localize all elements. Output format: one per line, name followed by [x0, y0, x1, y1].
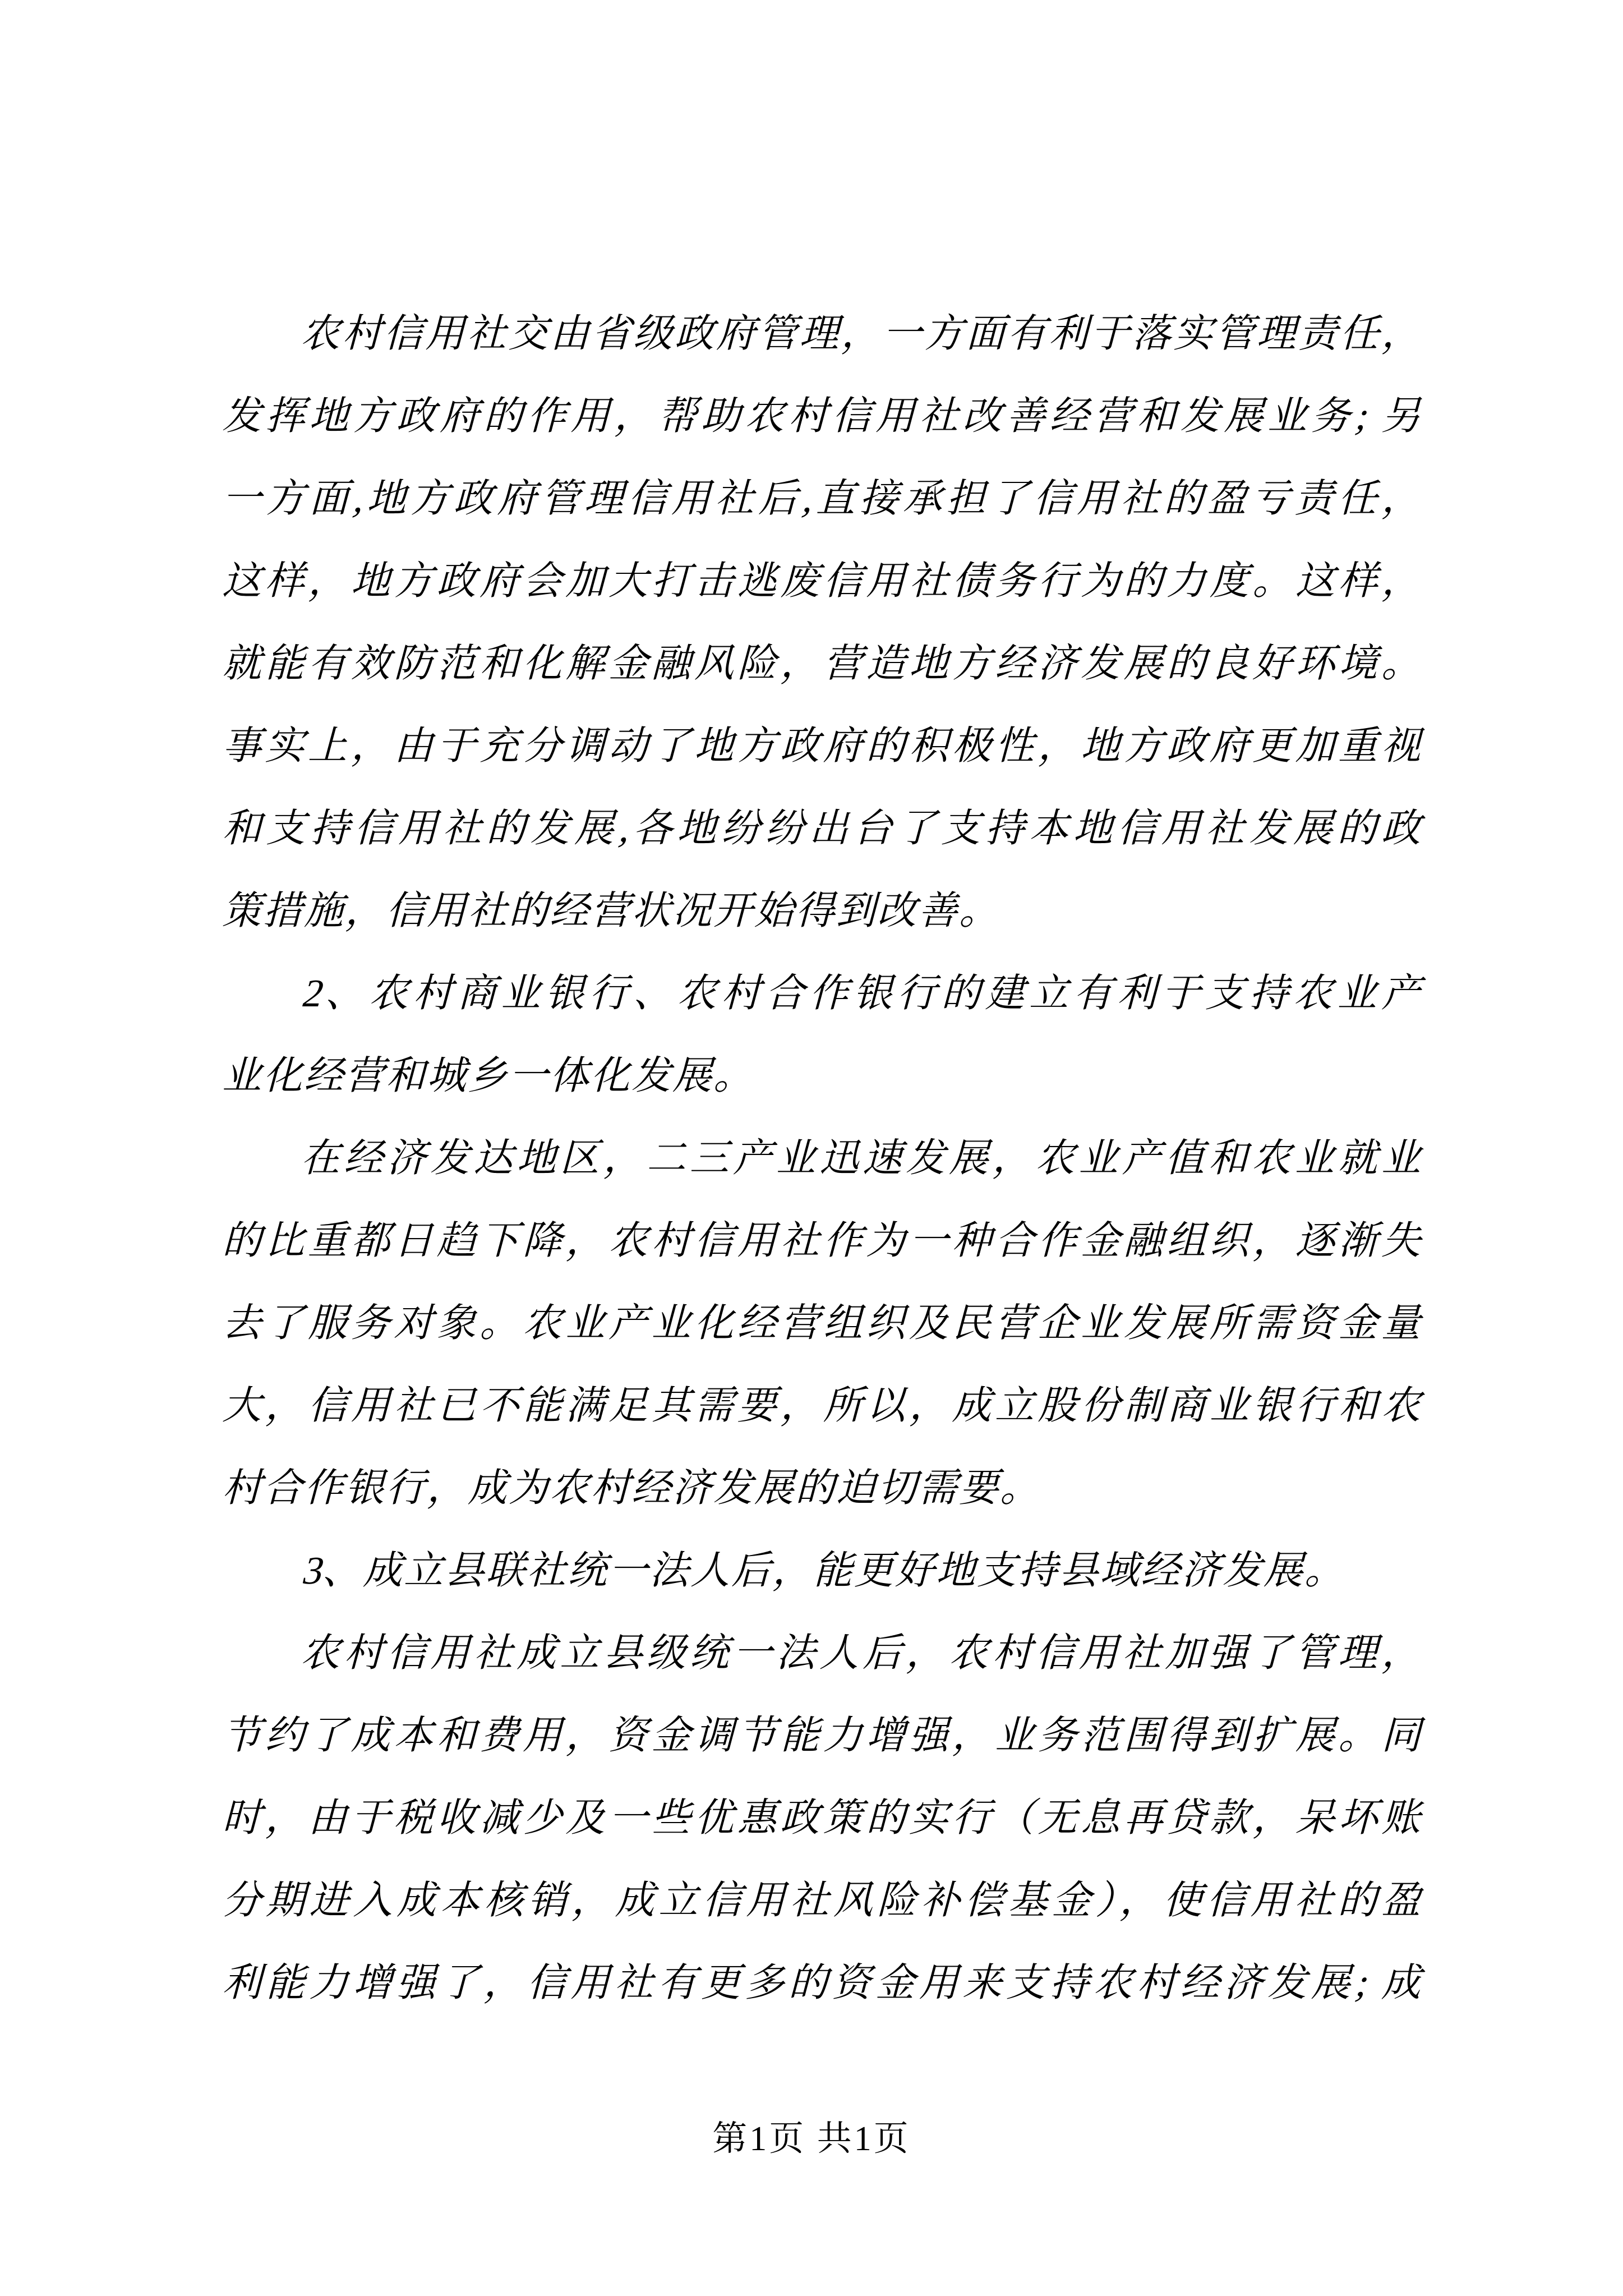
- text-line: 事实上，由于充分调动了地方政府的积极性，地方政府更加重视: [219, 725, 1432, 768]
- text-line: 农村信用社成立县级统一法人后，农村信用社加强了管理，: [298, 1632, 1432, 1675]
- text-line: 分期进入成本核销，成立信用社风险补偿基金），使信用社的盈: [219, 1879, 1432, 1922]
- text-line: 3、成立县联社统一法人后，能更好地支持县域经济发展。: [298, 1549, 1355, 1593]
- document-body: [219, 293, 1432, 2024]
- text-line: 这样，地方政府会加大打击逃废信用社债务行为的力度。这样，: [219, 560, 1432, 603]
- text-line: 大，信用社已不能满足其需要，所以，成立股份制商业银行和农: [219, 1384, 1432, 1428]
- text-line: 节约了成本和费用，资金调节能力增强，业务范围得到扩展。同: [219, 1714, 1432, 1757]
- text-line: 在经济发达地区，二三产业迅速发展，农业产值和农业就业: [298, 1137, 1432, 1180]
- text-line: 就能有效防范和化解金融风险，营造地方经济发展的良好环境。: [219, 642, 1432, 685]
- text-line: 村合作银行，成为农村经济发展的迫切需要。: [219, 1467, 1050, 1510]
- text-line: 发挥地方政府的作用，帮助农村信用社改善经营和发展业务; 另: [219, 395, 1432, 438]
- page-footer: [0, 2116, 1623, 2162]
- text-line: 去了服务对象。农业产业化经营组织及民营企业发展所需资金量: [219, 1302, 1432, 1345]
- text-line: 农村信用社交由省级政府管理，一方面有利于落实管理责任，: [298, 312, 1432, 356]
- text-line: 的比重都日趋下降，农村信用社作为一种合作金融组织，逐渐失: [219, 1220, 1432, 1263]
- text-line: 业化经营和城乡一体化发展。: [219, 1055, 764, 1098]
- text-line: 利能力增强了，信用社有更多的资金用来支持农村经济发展; 成: [219, 1962, 1432, 2005]
- text-line: 一方面,地方政府管理信用社后,直接承担了信用社的盈亏责任，: [219, 477, 1432, 521]
- page-number-text: 第1页 共1页: [712, 2120, 911, 2158]
- text-line: 和支持信用社的发展,各地纷纷出台了支持本地信用社发展的政: [219, 807, 1432, 850]
- text-line: 时，由于税收减少及一些优惠政策的实行（无息再贷款，呆坏账: [219, 1797, 1432, 1840]
- text-line: 2、农村商业银行、农村合作银行的建立有利于支持农业产: [298, 972, 1432, 1015]
- text-line: 策措施，信用社的经营状况开始得到改善。: [219, 890, 1009, 933]
